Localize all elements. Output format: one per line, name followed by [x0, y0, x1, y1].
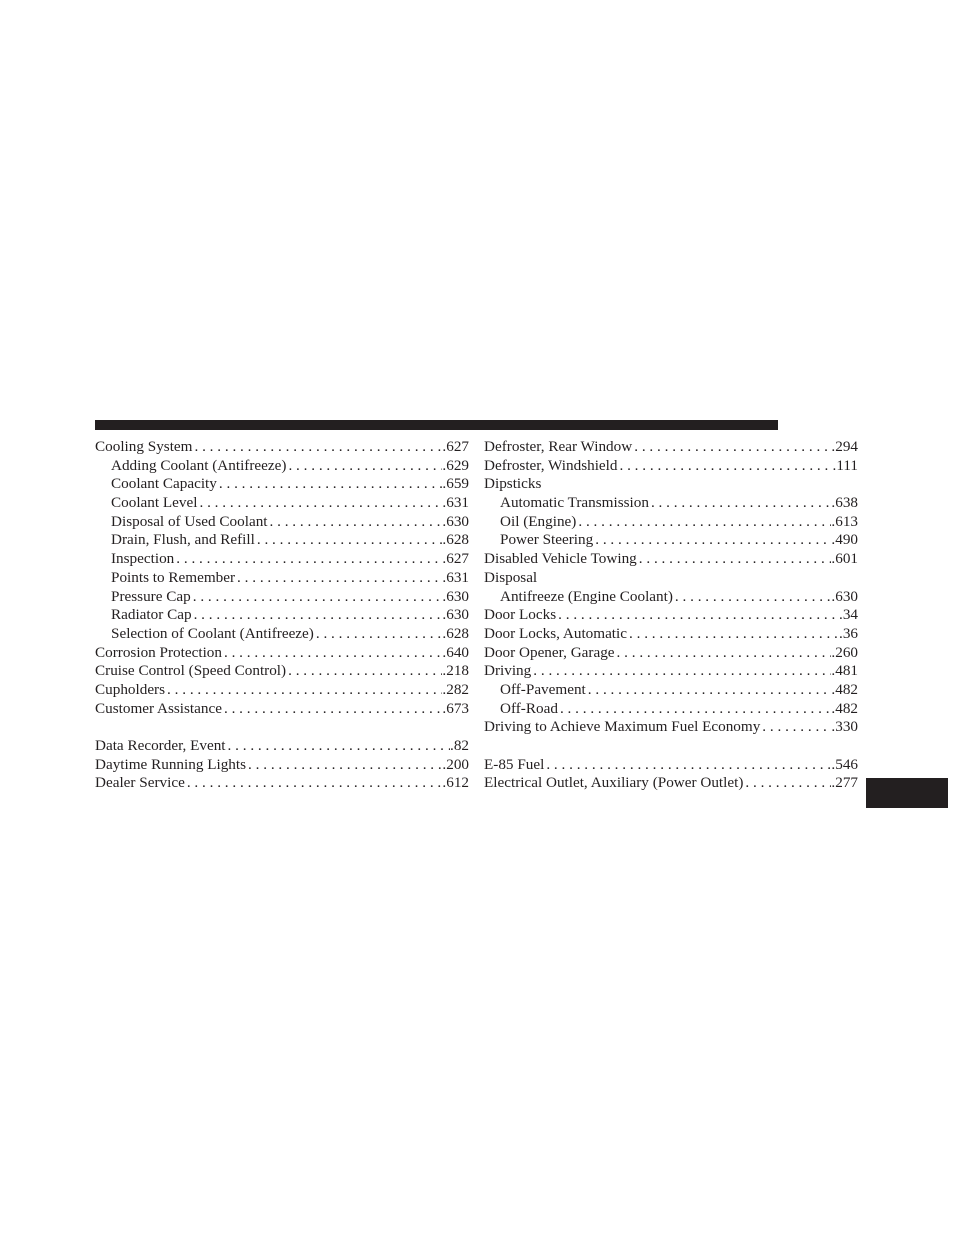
index-subentry: [95, 569, 469, 588]
index-page-number: .294: [831, 438, 858, 455]
index-leader-dots: [222, 700, 442, 719]
index-subentry: [95, 588, 469, 607]
index-entry-label: Power Steering: [500, 531, 594, 549]
index-page-number: .482: [831, 680, 858, 698]
index-leader-dots: [558, 700, 831, 719]
index-entry-label: Door Locks: [484, 606, 557, 624]
index-entry-label: Points to Remember: [111, 568, 236, 586]
header-rule: [95, 420, 778, 430]
index-entry-label: Selection of Coolant (Antifreeze): [111, 624, 314, 642]
index-page-number: .34: [839, 606, 858, 624]
index-subentry: [95, 531, 469, 550]
index-heading: [484, 569, 858, 588]
index-entry-label: Dealer Service: [95, 774, 185, 792]
index-entry: [95, 438, 469, 457]
index-entry-label: Antifreeze (Engine Coolant): [500, 587, 673, 605]
index-subentry: [95, 625, 469, 644]
index-entry: [95, 737, 469, 756]
index-entry-label: Off-Road: [500, 699, 558, 717]
index-entry-label: Drain, Flush, and Refill: [111, 531, 255, 549]
index-entry: [95, 681, 469, 700]
index-entry-label: Coolant Level: [111, 494, 198, 512]
index-subentry: [484, 588, 858, 607]
index-page-number: .640: [442, 643, 469, 661]
index-leader-dots: [617, 457, 832, 476]
index-page-number: .218: [442, 662, 469, 680]
index-entry: [95, 756, 469, 775]
index-entry-label: Disabled Vehicle Towing: [484, 550, 637, 568]
index-entry-label: Daytime Running Lights: [95, 755, 247, 773]
index-page-number: .629: [442, 456, 469, 474]
index-page-number: .200: [442, 755, 469, 773]
index-entry-label: Door Opener, Garage: [484, 643, 615, 661]
index-entry: [484, 662, 858, 681]
index-leader-dots: [673, 588, 832, 607]
index-leader-dots: [192, 438, 442, 457]
index-leader-dots: [615, 644, 832, 663]
index-subentry: [95, 494, 469, 513]
index-page-number: .630: [442, 587, 469, 605]
index-leader-dots: [286, 457, 442, 476]
index-leader-dots: [637, 550, 832, 569]
index-entry: [484, 438, 858, 457]
index-page-number: .481: [831, 662, 858, 680]
index-entry-label: Coolant Capacity: [111, 475, 217, 493]
index-subentry: [484, 513, 858, 532]
index-leader-dots: [586, 681, 832, 700]
index-entry-label: Disposal: [484, 568, 538, 586]
index-page-number: .631: [442, 494, 469, 512]
index-leader-dots: [174, 550, 442, 569]
index-page-number: .659: [442, 475, 469, 493]
index-entry: [95, 662, 469, 681]
index-entry-label: Cooling System: [95, 438, 193, 455]
index-subentry: [484, 681, 858, 700]
index-leader-dots: [649, 494, 831, 513]
index-page-number: .111: [832, 456, 858, 474]
index-page-number: .482: [831, 699, 858, 717]
index-page-number: .630: [442, 606, 469, 624]
index-entry-label: Oil (Engine): [500, 512, 577, 530]
index-entry-label: Disposal of Used Coolant: [111, 512, 268, 530]
index-page-number: .330: [831, 718, 858, 736]
index-leader-dots: [185, 774, 443, 793]
index-page-number: .36: [839, 624, 858, 642]
index-heading: [484, 475, 858, 494]
index-leader-dots: [531, 662, 831, 681]
index-page-number: .277: [831, 774, 858, 792]
index-entry-label: E-85 Fuel: [484, 755, 545, 773]
index-entry-label: Automatic Transmission: [500, 494, 649, 512]
index-entry-label: Electrical Outlet, Auxiliary (Power Outlet): [484, 774, 744, 792]
index-entry: [484, 457, 858, 476]
index-leader-dots: [632, 438, 831, 457]
index-entry-label: Door Locks, Automatic: [484, 624, 627, 642]
index-leader-dots: [576, 513, 831, 532]
index-leader-dots: [593, 531, 831, 550]
index-entry-label: Defroster, Windshield: [484, 456, 618, 474]
index-page-number: .601: [831, 550, 858, 568]
index-entry-label: Radiator Cap: [111, 606, 192, 624]
index-page-number: .546: [831, 755, 858, 773]
index-page-number: .638: [831, 494, 858, 512]
index-entry-label: Corrosion Protection: [95, 643, 222, 661]
index-page-number: .260: [831, 643, 858, 661]
index-entry-label: Data Recorder, Event: [95, 737, 226, 754]
index-page-number: .628: [442, 624, 469, 642]
index-entry: [484, 606, 858, 625]
index-section-gap: [484, 737, 858, 756]
index-page-number: .627: [442, 438, 469, 455]
index-leader-dots: [226, 737, 450, 756]
index-leader-dots: [255, 531, 443, 550]
index-page-number: .630: [442, 512, 469, 530]
index-page-number: .82: [450, 737, 469, 754]
index-subentry: [95, 513, 469, 532]
index-entry: [95, 644, 469, 663]
index-subentry: [484, 531, 858, 550]
index-leader-dots: [556, 606, 839, 625]
index-entry: [484, 774, 858, 793]
index-leader-dots: [544, 756, 831, 775]
index-leader-dots: [191, 588, 443, 607]
index-leader-dots: [760, 718, 831, 737]
index-page-number: .282: [442, 680, 469, 698]
index-section-gap: [95, 718, 469, 737]
index-entry-label: Cruise Control (Speed Control): [95, 662, 287, 680]
index-entry-label: Defroster, Rear Window: [484, 438, 633, 455]
index-subentry: [484, 494, 858, 513]
index-leader-dots: [268, 513, 443, 532]
index-entry: [484, 644, 858, 663]
index-entry: [484, 550, 858, 569]
index-entry: [95, 774, 469, 793]
index-leader-dots: [743, 774, 831, 793]
index-subentry: [95, 606, 469, 625]
index-leader-dots: [165, 681, 442, 700]
index-column-left: [95, 438, 469, 793]
index-column-right: [484, 438, 858, 793]
index-entry-label: Adding Coolant (Antifreeze): [111, 456, 287, 474]
index-entry-label: Cupholders: [95, 680, 166, 698]
index-entry-label: Driving to Achieve Maximum Fuel Economy: [484, 718, 761, 736]
index-entry-label: Customer Assistance: [95, 699, 222, 717]
index-leader-dots: [314, 625, 443, 644]
index-leader-dots: [286, 662, 442, 681]
index-subentry: [95, 550, 469, 569]
index-page-number: .613: [831, 512, 858, 530]
index-subentry: [95, 475, 469, 494]
index-leader-dots: [197, 494, 442, 513]
index-entry: [484, 756, 858, 775]
index-entry: [484, 718, 858, 737]
index-thumb-tab: [866, 778, 948, 808]
index-subentry: [95, 457, 469, 476]
index-leader-dots: [235, 569, 442, 588]
index-entry-label: Driving: [484, 662, 532, 680]
index-leader-dots: [217, 475, 443, 494]
index-page-number: .627: [442, 550, 469, 568]
index-entry-label: Dipsticks: [484, 475, 542, 493]
index-entry-label: Inspection: [111, 550, 175, 568]
index-page-number: .631: [442, 568, 469, 586]
index-page-number: .612: [442, 774, 469, 792]
index-leader-dots: [222, 644, 442, 663]
index-entry: [95, 700, 469, 719]
index-page-number: .673: [442, 699, 469, 717]
index-leader-dots: [627, 625, 839, 644]
index-entry-label: Off-Pavement: [500, 680, 586, 698]
index-subentry: [484, 700, 858, 719]
index-page-number: .490: [831, 531, 858, 549]
index-entry: [484, 625, 858, 644]
index-leader-dots: [192, 606, 443, 625]
index-leader-dots: [246, 756, 442, 775]
index-entry-label: Pressure Cap: [111, 587, 191, 605]
index-page-number: .630: [831, 587, 858, 605]
index-page-number: .628: [442, 531, 469, 549]
